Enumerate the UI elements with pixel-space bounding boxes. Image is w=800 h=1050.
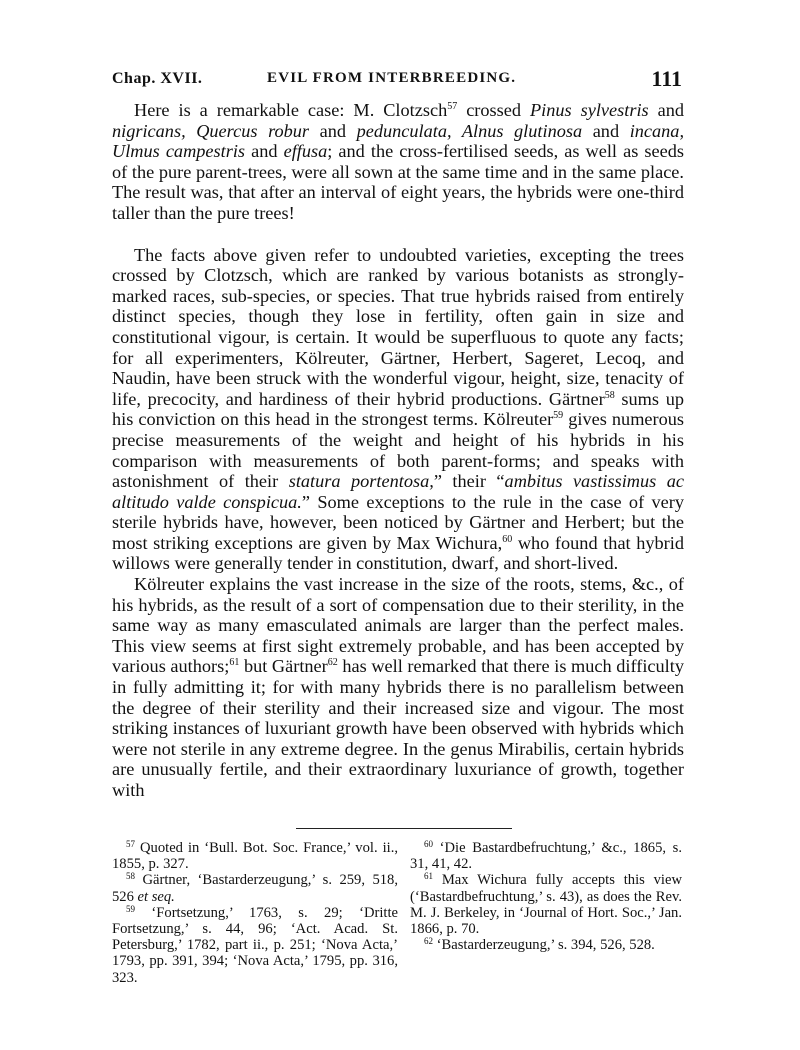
footnote-62: $^{62}$ ‘Bastarderzeugung,’ s. 394, 526, 528. [424,936,655,954]
footnote-60: $^{60}$ ‘Die Bastardbefruchtung,’ &c., 1865, s. 31, 41, 42. [410,839,682,873]
footnotes-left-column [112,840,398,986]
main-text [112,100,684,801]
running-header [112,68,682,92]
paragraph-2: The facts above given refer to undoubted varieties, excepting the trees crossed by Clotzsch, which are ranked by various botanists as strongly-marked races, sub-species, or species. That true hybrids raised from entirely distinct species, though they lose in fertility, often gain in size and constitutional vigour, is certain. It would be superfluous to quote any facts; for all experimenters, Kölreuter, Gärtner, Herbert, Sageret, Lecoq, and Naudin, have been struck with the wonderful vigour, height, size, tenacity of life, precocity, and hardiness of their hybrid productions. Gärtner$^{58}$ sums up his conviction on this head in the strongest terms. Kölreuter$^{59}$ gives numerous precise measurements of the weight and height of his hybrids in his comparison with measurements of both parent-forms; and speaks with astonishment of their statura portentosa,” their “ambitus vastissimus ac altitudo valde conspicua.” Some exceptions to the rule in the case of very sterile hybrids have, however, been noticed by Gärtner and Herbert; but the most striking exceptions are given by Max Wichura,$^{60}$ who found that hybrid willows were generally tender in constitution, dwarf, and short-lived. [112,244,685,574]
footnote-58: $^{58}$ Gärtner, ‘Bastarderzeugung,’ s. 259, 518, 526 et seq. [112,871,398,905]
footnote-ref-57: 57 [447,101,458,112]
footnotes-right-column [410,840,682,953]
footnote-ref-59: 59 [553,410,564,422]
page-number: 111 [651,66,682,91]
footnote-59: $^{59}$ ‘Fortsetzung,’ 1763, s. 29; ‘Dritte Fortsetzung,’ s. 44, 96; ‘Act. Acad. St. Petersburg,’ 1782, part ii., p. 251; ‘Nova Acta,’ 1793, pp. 391, 394; ‘Nova Acta,’ 1795, pp. 316, 323. [112,903,398,986]
footnote-ref-58: 58 [604,389,615,401]
footnote-ref-61: 61 [229,657,240,669]
chapter-label: Chap. XVII. [112,70,203,87]
footnote-ref-62: 62 [327,657,338,669]
paragraph-1: Here is a remarkable case: M. Clotzsch$^{57}$ crossed Pinus sylvestris and nigricans, Quercus robur and pedunculata, Alnus glutinosa and incana, Ulmus campestris and effusa; and the cross-fertilised seeds, as well as seeds of the pure parent-trees, were all sown at the same time and in the same place. The result was, that after an interval of eight years, the hybrids were one-third taller than the pure trees! [112,100,685,223]
footnote-divider [296,828,512,829]
footnote-57: $^{57}$ Quoted in ‘Bull. Bot. Soc. France,’ vol. ii., 1855, p. 327. [112,839,398,873]
paragraph-3: Kölreuter explains the vast increase in the size of the roots, stems, &c., of his hybrids, as the result of a sort of compensation due to their sterility, in the same way as many emasculated animals are larger than the perfect males. This view seems at first sight extremely probable, and has been accepted by various authors;$^{61}$ but Gärtner$^{62}$ has well remarked that there is much difficulty in fully admitting it; for with many hybrids there is no parallelism between the degree of their sterility and their increased size and vigour. The most striking instances of luxuriant growth have been observed with hybrids which were not sterile in any extreme degree. In the genus Mirabilis, certain hybrids are unusually fertile, and their extraordinary luxuriance of growth, together with [112,574,684,800]
footnote-61: $^{61}$ Max Wichura fully accepts this view (‘Bastardbefruchtung,’ s. 43), as does the Rev. M. J. Berkeley, in ‘Journal of Hort. Soc.,’ Jan. 1866, p. 70. [410,871,682,938]
footnote-ref-60: 60 [502,533,513,545]
running-title: EVIL FROM INTERBREEDING. [267,70,517,86]
